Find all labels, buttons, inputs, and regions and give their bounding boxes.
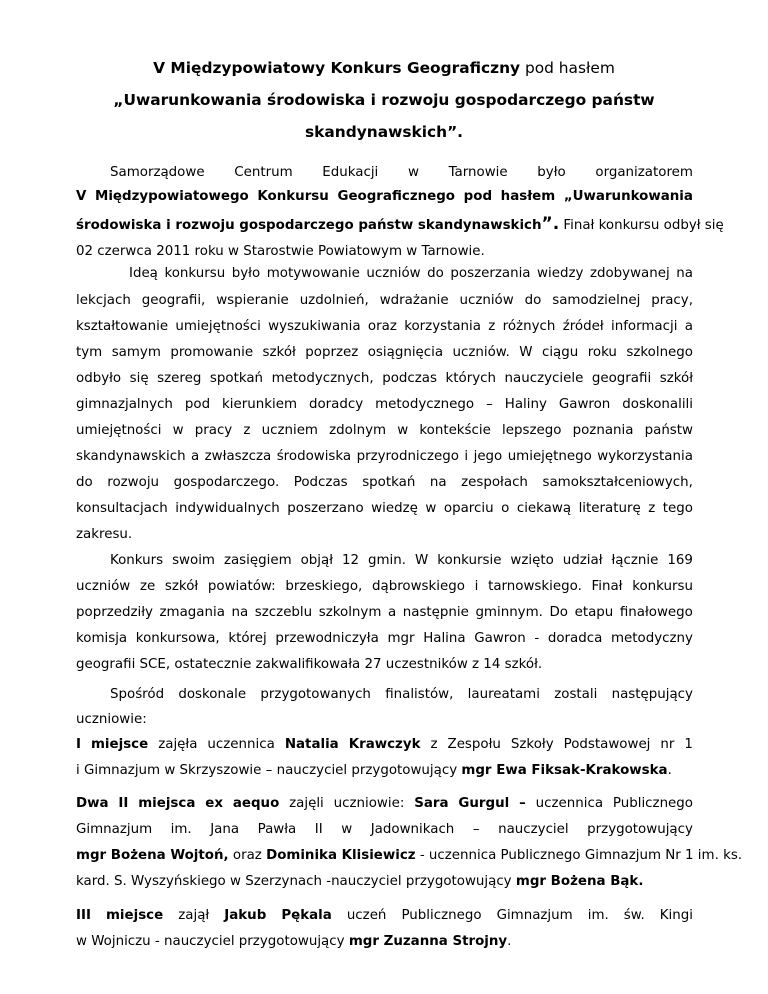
p2-line-7 [76,423,693,438]
word: szkolnym [318,605,382,620]
word: przewodniczyła [275,631,379,646]
word: uzdolnień, [299,293,369,308]
word: Haliny [504,397,547,412]
word: mgr [387,631,415,646]
word: aequo [232,796,280,811]
word: o [501,501,510,516]
word: konkursu [164,266,226,281]
word: zespołach [461,475,528,490]
word: Gurgul [458,796,510,811]
word: doskonale [178,687,247,702]
p3-line-1 [110,553,693,568]
word: Tarnowie [448,165,508,180]
word: uczennica [207,737,275,752]
word: Jadownikach [370,822,455,837]
word: było [537,165,566,180]
word: W [519,345,533,360]
word: poszerzano [287,501,364,516]
p3-line-4 [76,631,693,646]
word: następujący [611,687,693,702]
word: finałowego [619,605,693,620]
word: swoim [172,553,215,568]
word: finalistów, [385,687,454,702]
word: Edukacji [322,165,379,180]
word: powiatów: [207,579,276,594]
p2-line-8 [76,449,693,464]
word: z [648,501,656,516]
word: metodyczny [611,631,693,646]
second-place-line-2 [76,822,693,837]
word: wdrażanie [379,293,449,308]
word: poznania [572,423,634,438]
word: Zespołu [447,737,501,752]
word: pod [184,397,211,412]
word: wyszukiwania [268,319,361,334]
p1-line-4: 02 czerwca 2011 roku w Starostwie Powiatowym w Tarnowie. [76,244,485,259]
word: Geograficznego [337,189,456,204]
word: szkolnego [626,345,693,360]
word: Jana [210,822,240,837]
word: Konkursu [257,189,329,204]
third-place-line-2: w Wojniczu - nauczyciel przygotowujący mgr Zuzanna Strojny. [76,934,512,949]
word: Podczas [293,475,348,490]
word: brzeskiego, [285,579,363,594]
word: poszerzania [450,266,531,281]
p3-line-3 [76,605,693,620]
word: 169 [667,553,693,568]
word: szkół [659,371,693,386]
word: W [415,553,429,568]
word: i [474,579,479,594]
word: Publicznego [401,908,482,923]
p2-line-11: zakresu. [76,527,133,542]
word: uczennica [535,796,604,811]
word: pracy [194,423,233,438]
word: miejsce [90,737,149,752]
word: zajął [178,908,210,923]
p2-line-6 [76,397,693,412]
word: przyrodniczego [356,449,459,464]
word: w [425,501,437,516]
title-line-3: skandynawskich”. [304,123,464,141]
word: do [427,266,444,281]
word: gimnazjalnych [76,397,173,412]
word: szereg [157,371,202,386]
word: gmin. [368,553,407,568]
p1-line-2 [76,189,693,204]
word: organizatorem [595,165,693,180]
word: Publicznego [612,796,693,811]
word: Szkoły [510,737,554,752]
word: której [228,631,267,646]
word: tym [76,345,103,360]
word: przygotowujący [587,822,693,837]
word: z [488,319,496,334]
p2-line-2 [76,293,693,308]
word: podczas [382,371,437,386]
p2-line-10 [76,501,693,516]
word: kierunkiem [222,397,297,412]
p2-line-4 [76,345,693,360]
word: poprzedziły [76,605,153,620]
word: których [445,371,496,386]
word: wspieranie [216,293,289,308]
word: szczeblu [254,605,313,620]
word: Gimnazjum [496,908,573,923]
word: - [534,631,540,646]
word: Spośród [110,687,165,702]
word: tego [662,501,693,516]
word: łącznie [611,553,659,568]
word: doradcy [308,397,364,412]
word: uczniów [76,579,131,594]
word: przygotowanych [260,687,371,702]
first-place-line-1 [76,737,693,752]
word: z [243,423,251,438]
word: szkół [164,579,199,594]
word: II [118,796,129,811]
word: rozwoju [107,475,160,490]
word: ciekawą [516,501,572,516]
title-line-1: V Międzypowiatowy Konkurs Geograficzny pod hasłem [153,59,615,77]
second-place-line-1 [76,796,693,811]
word: Samorządowe [110,165,205,180]
word: zostali [554,687,598,702]
word: umiejętnego [507,449,592,464]
word: indywidualnych [175,501,280,516]
word: zdobywanej [589,266,670,281]
word: – [472,822,480,837]
word: nauczyciele [504,371,584,386]
word: wiedzy [537,266,584,281]
word: spotkań [209,371,264,386]
word: gospodarczego. [173,475,280,490]
p2-line-9 [76,475,693,490]
word: uczeń [346,908,387,923]
word: oparciu [443,501,494,516]
word: Sara [414,796,449,811]
word: samym [111,345,161,360]
word: doradca [547,631,603,646]
word: geografii [591,371,652,386]
word: Krawczyk [348,737,421,752]
word: hasłem [500,189,556,204]
word: wzięto [510,553,554,568]
word: i [464,449,469,464]
word: zmagania [159,605,225,620]
word: Międzypowiatowego [95,189,249,204]
word: poprzez [305,345,359,360]
first-place-line-2: i Gimnazjum w Skrzyszowie – nauczyciel przygotowujący mgr Ewa Fiksak-Krakowska. [76,763,672,778]
word: umiejętności [175,319,261,334]
word: a [684,319,693,334]
word: udział [562,553,603,568]
word: umiejętności [76,423,162,438]
word: V [76,189,87,204]
p1-line-3: środowiska i rozwoju gospodarczego państw skandynawskich”. Finał konkursu odbył się [76,214,724,234]
word: spotkań [362,475,416,490]
word: objął [300,553,334,568]
word: wiedzę [371,501,418,516]
second-place-line-4: kard. S. Wyszyńskiego w Szerzynach -nauczyciel przygotowujący mgr Bożena Bąk. [76,874,644,889]
word: do [76,475,93,490]
word: konkursie [437,553,502,568]
word: motywowanie [266,266,360,281]
word: doskonalili [622,397,693,412]
word: uczniem [261,423,318,438]
word: Finał [591,579,623,594]
word: środowiska [276,449,352,464]
word: zdolnym [329,423,387,438]
word: w [341,822,353,837]
word: Pawła [257,822,297,837]
word: – [519,796,526,811]
word: Gawron [558,397,611,412]
word: im. [587,908,609,923]
word: Kingi [659,908,693,923]
word: Do [549,605,568,620]
p2-line-1 [129,266,693,281]
word: jego [473,449,503,464]
word: osiągnięcia [367,345,444,360]
word: tarnowskiego. [488,579,582,594]
word: miejsca [138,796,196,811]
word: nr [660,737,675,752]
word: uczniów. [452,345,510,360]
word: im. [170,822,192,837]
word: św. [623,908,645,923]
word: na [231,605,249,620]
word: pod [463,189,493,204]
word: 1 [684,737,693,752]
word: konkursu [632,579,693,594]
word: dąbrowskiego [371,579,465,594]
p1-line-1 [110,165,693,180]
word: kontekście [419,423,491,438]
word: 12 [342,553,360,568]
word: w [172,423,184,438]
word: „Uwarunkowania [563,189,693,204]
word: Gimnazjum [76,822,153,837]
word: lepszego [502,423,562,438]
word: uczniowie: [333,796,405,811]
word: Jakub [224,908,267,923]
word: metodycznych, [271,371,374,386]
word: na [429,475,447,490]
word: literaturę [578,501,641,516]
word: państw [644,423,693,438]
word: skandynawskich [76,449,186,464]
word: Pękala [281,908,332,923]
word: odbyło [76,371,122,386]
word: komisja [76,631,128,646]
word: źródeł [562,319,604,334]
word: na [676,266,693,281]
second-place-line-3: mgr Bożena Wojtoń, oraz Dominika Klisiewicz - uczennica Publicznego Gimnazjum Nr 1 im. ks. [76,848,743,863]
word: samokształceniowych, [542,475,693,490]
word: pracy, [651,293,693,308]
p4-line-1 [110,687,693,702]
word: oraz [367,319,397,334]
word: wykorzystania [597,449,693,464]
word: szkół [262,345,296,360]
word: etapu [574,605,614,620]
word: zasięgiem [223,553,292,568]
word: geografii, [141,293,206,308]
word: zwłaszcza [204,449,272,464]
word: nauczyciel [498,822,569,837]
word: metodycznego [375,397,475,412]
p2-line-5 [76,371,693,386]
third-place-line-1 [76,908,693,923]
word: do [524,293,542,308]
word: samodzielnej [552,293,641,308]
word: w [397,423,409,438]
word: laureatami [467,687,540,702]
word: Ideą [129,266,158,281]
word: różnych [502,319,556,334]
word: gminnym. [475,605,543,620]
word: uczniów [459,293,514,308]
word: a [191,449,200,464]
word: Podstawowej [563,737,651,752]
p3-line-5: geografii SCE, ostatecznie zakwalifikowała 27 uczestników z 14 szkół. [76,657,543,672]
word: się [129,371,149,386]
word: ciągu [541,345,579,360]
title-line-2: „Uwarunkowania środowiska i rozwoju gospodarczego państw [113,91,655,109]
word: Halina [423,631,466,646]
p2-line-3 [76,319,693,334]
word: Konkurs [110,553,164,568]
word: następnie [402,605,469,620]
p3-line-2 [76,579,693,594]
word: konsultacjach [76,501,168,516]
word: promowanie [170,345,254,360]
word: a [387,605,397,620]
word: Natalia [284,737,339,752]
word: – [486,397,493,412]
word: III [76,908,91,923]
word: Centrum [234,165,293,180]
word: konkursowa, [135,631,220,646]
word: II [314,822,323,837]
word: informacji [611,319,678,334]
word: korzystania [404,319,481,334]
word: zajęli [289,796,324,811]
word: uczniów [366,266,421,281]
word: miejsce [105,908,164,923]
word: z [430,737,438,752]
word: roku [587,345,617,360]
word: ze [139,579,156,594]
word: lekcjach [76,293,131,308]
word: I [76,737,81,752]
word: Dwa [76,796,109,811]
word: zajęła [158,737,198,752]
p4-line-2: uczniowie: [76,712,147,727]
word: kształtowanie [76,319,169,334]
word: Gawron [474,631,526,646]
word: było [231,266,261,281]
word: ex [205,796,223,811]
word: w [407,165,419,180]
